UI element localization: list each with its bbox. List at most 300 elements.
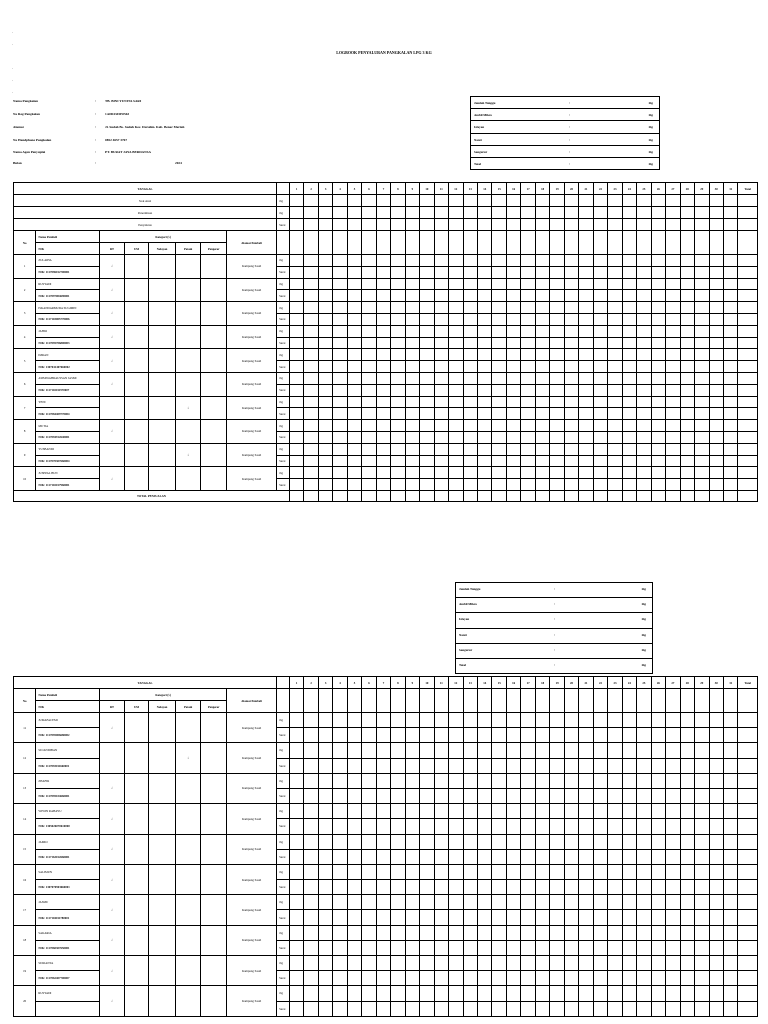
table-row [14,713,758,728]
unit-label: tbg [277,895,290,910]
day-cell [463,689,477,713]
cat-nelayan-cell [149,864,176,894]
day-cell [593,788,607,803]
table-row [14,773,758,788]
stock-unit: tbg [648,137,653,142]
day-cell [666,819,680,834]
day-cell [680,743,694,758]
day-cell [695,956,709,971]
day-cell [333,758,347,773]
day-cell [362,758,376,773]
day-cell [347,689,361,713]
day-cell [362,195,376,207]
day-cell [449,443,463,455]
day-cell [651,895,665,910]
day-cell [535,278,549,290]
day-cell [376,467,390,479]
row-number: 15 [14,834,36,864]
unit-label: tbg [277,396,290,408]
day-cell [723,384,737,396]
nama-header: Nama Pembeli [36,689,100,701]
day-header: 3 [318,183,332,195]
day-cell [709,431,723,443]
day-cell [637,940,651,955]
buyer-nik: NIK: 1117104011780001 [36,910,100,925]
day-cell [695,986,709,1001]
day-cell [564,455,578,467]
buyer-address: Kampung Sasid [226,349,276,373]
day-cell [449,325,463,337]
day-cell [391,834,405,849]
day-cell [391,431,405,443]
check-mark: √ [111,476,113,481]
day-cell [449,278,463,290]
day-cell [709,443,723,455]
day-cell [608,325,622,337]
day-cell [637,384,651,396]
day-cell [709,361,723,373]
day-cell [333,231,347,255]
unit-label: tbg [277,325,290,337]
day-header: 26 [651,677,665,689]
day-cell [622,325,636,337]
day-cell [304,219,318,231]
day-cell [333,467,347,479]
day-cell [463,443,477,455]
day-cell [622,384,636,396]
day-cell [564,849,578,864]
day-cell [318,773,332,788]
day-cell [434,384,448,396]
day-cell [579,925,593,940]
unit-cell [277,183,290,195]
day-cell [622,467,636,479]
day-cell [695,804,709,819]
day-cell [304,986,318,1001]
day-cell [506,431,520,443]
unit-label: Surat [277,361,290,373]
day-cell [449,490,463,501]
day-cell [478,361,492,373]
day-cell [289,278,303,290]
day-cell [593,337,607,349]
day-cell [550,925,564,940]
day-cell [376,372,390,384]
day-cell [362,337,376,349]
day-cell [608,910,622,925]
total-penjualan-label: TOTAL PENJUALAN [14,490,290,501]
day-cell [362,372,376,384]
day-cell [449,195,463,207]
day-cell [637,313,651,325]
day-cell [405,895,419,910]
day-cell [535,956,549,971]
total-cell [738,278,758,290]
day-cell [723,278,737,290]
day-cell [695,443,709,455]
day-cell [695,337,709,349]
day-cell [347,849,361,864]
day-cell [463,207,477,219]
day-cell [449,290,463,302]
row-number: 4 [14,325,36,349]
day-cell [680,420,694,432]
day-cell [362,728,376,743]
day-cell [723,758,737,773]
day-cell [391,490,405,501]
day-cell [521,773,535,788]
day-cell [376,290,390,302]
day-cell [608,337,622,349]
day-cell [405,420,419,432]
day-cell [405,219,419,231]
day-cell [333,455,347,467]
cat-um-cell [124,349,148,373]
day-cell [318,1001,332,1016]
day-cell [318,443,332,455]
day-cell [463,788,477,803]
day-cell [333,255,347,267]
day-cell [651,420,665,432]
buyer-name: JAMIO [36,834,100,849]
day-cell [593,956,607,971]
day-header: 15 [492,183,506,195]
cat-pengecer-cell [201,302,227,326]
day-cell [463,255,477,267]
cat-um-cell [124,834,148,864]
day-cell [449,728,463,743]
unit-label: Surat [277,788,290,803]
day-cell [564,895,578,910]
day-cell [434,278,448,290]
kategori-header: Kategori (v) [100,231,227,243]
no-header: No [14,689,36,713]
buyer-name: ZHAFIR [36,773,100,788]
day-cell [593,758,607,773]
day-cell [622,940,636,955]
day-cell [622,910,636,925]
day-cell [709,396,723,408]
day-cell [550,849,564,864]
day-cell [622,956,636,971]
day-cell [651,266,665,278]
day-cell [420,231,434,255]
day-cell [289,804,303,819]
day-cell [376,255,390,267]
day-cell [666,313,680,325]
day-cell [593,986,607,1001]
day-cell [376,849,390,864]
day-cell [579,396,593,408]
day-cell [651,290,665,302]
day-cell [723,467,737,479]
day-cell [347,940,361,955]
day-cell [550,278,564,290]
day-cell [637,1001,651,1016]
day-cell [318,266,332,278]
buyer-name: RUSYADI [36,278,100,290]
day-cell [550,758,564,773]
cat-petani-cell [175,372,201,396]
day-cell [405,490,419,501]
day-cell [391,455,405,467]
day-cell [723,337,737,349]
day-cell [622,455,636,467]
day-cell [463,971,477,986]
day-cell [478,910,492,925]
day-cell [463,408,477,420]
day-cell [391,290,405,302]
day-cell [651,864,665,879]
day-cell [478,396,492,408]
day-cell [593,880,607,895]
day-cell [535,372,549,384]
stock-label: Ambil Mikro [459,602,477,607]
day-cell [318,940,332,955]
day-cell [449,431,463,443]
stock-row [456,659,652,674]
stock-summary-page2 [455,582,653,674]
day-cell [304,880,318,895]
day-cell [347,1001,361,1016]
day-cell [449,880,463,895]
info-label: Alamat [13,125,24,129]
day-cell [405,396,419,408]
stock-unit: tbg [648,113,653,118]
day-cell [695,207,709,219]
day-cell [622,302,636,314]
day-cell [376,337,390,349]
day-cell [521,1001,535,1016]
day-cell [579,773,593,788]
day-cell [564,758,578,773]
day-cell [333,219,347,231]
day-header: 5 [347,677,361,689]
cat-nelayan-cell [149,925,176,955]
day-cell [434,956,448,971]
day-cell [289,325,303,337]
day-cell [506,278,520,290]
day-cell [651,819,665,834]
day-cell [463,940,477,955]
cat-pengecer-cell [201,773,227,803]
day-cell [318,455,332,467]
day-cell [695,266,709,278]
day-cell [333,349,347,361]
total-cell [738,266,758,278]
day-cell [492,689,506,713]
day-cell [333,372,347,384]
day-cell [376,834,390,849]
cat-pengecer-cell [201,349,227,373]
total-cell [738,1001,758,1016]
day-cell [391,313,405,325]
day-cell [535,325,549,337]
day-cell [492,361,506,373]
day-cell [362,443,376,455]
row-number: 20 [14,986,36,1016]
day-cell [622,819,636,834]
day-cell [333,925,347,940]
day-cell [434,443,448,455]
day-cell [304,773,318,788]
day-cell [564,956,578,971]
day-cell [304,325,318,337]
day-cell [318,467,332,479]
check-mark: √ [111,877,113,882]
day-cell [723,313,737,325]
unit-cell [277,231,290,255]
day-cell [463,431,477,443]
day-cell [304,290,318,302]
day-cell [593,420,607,432]
day-cell [709,819,723,834]
day-cell [680,925,694,940]
day-cell [391,956,405,971]
day-cell [608,455,622,467]
day-header: 13 [463,677,477,689]
day-cell [420,758,434,773]
day-cell [550,266,564,278]
day-cell [463,325,477,337]
cat-nelayan-cell [149,895,176,925]
tanggal-header: TANGGAL [14,183,277,195]
cat-pengecer-cell [201,278,227,302]
cat-um-cell [124,443,148,467]
day-cell [376,408,390,420]
day-cell [564,266,578,278]
day-cell [622,372,636,384]
day-cell [347,195,361,207]
stock-unit: tbg [641,617,646,622]
stock-unit: tbg [648,101,653,105]
day-cell [333,743,347,758]
day-cell [376,207,390,219]
day-cell [506,490,520,501]
cat-rt-cell [100,467,124,491]
day-cell [651,713,665,728]
day-cell [723,743,737,758]
buyer-name: YENI [36,396,100,408]
day-cell [521,788,535,803]
day-cell [535,420,549,432]
day-header: 19 [550,677,564,689]
day-cell [521,255,535,267]
cat-rt-cell [100,743,124,773]
day-cell [506,420,520,432]
day-cell [723,986,737,1001]
day-cell [434,713,448,728]
buyer-nik [36,1001,100,1016]
info-label: No Handphone Pangkalan [13,138,52,142]
day-cell [506,940,520,955]
day-cell [680,986,694,1001]
day-cell [521,455,535,467]
table-row [14,925,758,940]
buyer-address: Kampung Sasid [226,834,276,864]
day-header: 11 [434,183,448,195]
day-cell [362,940,376,955]
day-cell [347,408,361,420]
day-cell [289,986,303,1001]
day-cell [680,834,694,849]
total-cell [738,864,758,879]
day-cell [579,231,593,255]
day-cell [666,689,680,713]
day-cell [478,325,492,337]
buyer-name: SURIANTA [36,956,100,971]
total-cell [738,207,758,219]
day-cell [304,455,318,467]
day-cell [405,372,419,384]
cat-nelayan-cell [149,302,176,326]
day-cell [376,349,390,361]
day-cell [695,743,709,758]
day-cell [550,384,564,396]
row-number: 6 [14,372,36,396]
day-header: 26 [651,183,665,195]
day-cell [405,467,419,479]
day-cell [535,384,549,396]
unit-label: tbg [277,420,290,432]
day-cell [289,864,303,879]
day-cell [637,788,651,803]
day-cell [521,713,535,728]
day-cell [391,396,405,408]
day-cell [333,195,347,207]
day-cell [463,880,477,895]
day-cell [362,689,376,713]
day-cell [463,925,477,940]
day-cell [449,396,463,408]
cat-um-cell [124,895,148,925]
buyer-name: JUMAFACEMI [36,713,100,728]
day-cell [535,479,549,491]
day-cell [593,895,607,910]
stock-colon: : [554,617,556,622]
day-cell [478,207,492,219]
day-cell [637,834,651,849]
cat-pengecer-cell [201,443,227,467]
day-cell [318,728,332,743]
day-cell [449,788,463,803]
day-cell [347,372,361,384]
day-header: 27 [666,183,680,195]
day-cell [506,337,520,349]
day-cell [579,278,593,290]
cat-rt-cell [100,986,124,1016]
day-cell [680,773,694,788]
day-cell [405,758,419,773]
day-cell [304,1001,318,1016]
day-cell [376,773,390,788]
day-cell [492,819,506,834]
day-cell [723,689,737,713]
day-cell [506,986,520,1001]
day-cell [492,864,506,879]
day-cell [680,849,694,864]
day-cell [318,219,332,231]
day-cell [680,895,694,910]
day-cell [376,804,390,819]
day-cell [333,396,347,408]
cat-pengecer-cell [201,372,227,396]
day-header: 14 [478,183,492,195]
stock-colon: : [569,137,571,142]
date-header-row [14,183,758,195]
info-colon: : [95,112,97,116]
total-cell [738,773,758,788]
